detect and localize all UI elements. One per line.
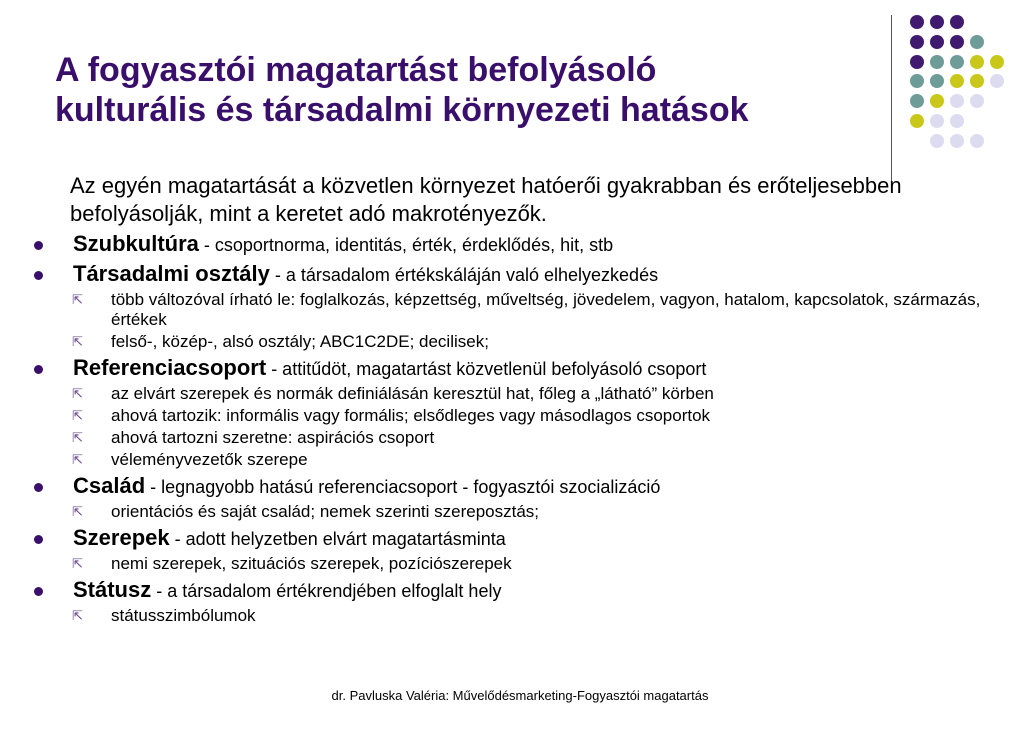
- sub-bullet-item: [0, 554, 1011, 574]
- decorative-dot: [970, 55, 984, 69]
- bullet-term: Státusz: [73, 577, 152, 602]
- bullet-dot-icon: [34, 271, 43, 280]
- sub-bullet-text: véleményvezetők szerepe: [111, 450, 308, 469]
- sub-bullet-item: [0, 428, 1011, 448]
- decorative-dot: [910, 114, 924, 128]
- bullet-dot-icon: [34, 365, 43, 374]
- sub-bullet-item: [0, 606, 1011, 626]
- decorative-dot: [930, 15, 944, 29]
- bullet-description: - csoportnorma, identitás, érték, érdeklődés, hit, stb: [198, 235, 614, 255]
- sub-bullet-item: [0, 290, 1011, 330]
- intro-paragraph: Az egyén magatartását a közvetlen környezet hatóerői gyakrabban és erőteljesebben befolyásolják, mint a keretet adó makrotényezők.: [70, 173, 902, 226]
- decorative-dot: [950, 74, 964, 88]
- footer-text: dr. Pavluska Valéria: Művelődésmarketing-Fogyasztói magatartás: [331, 688, 709, 703]
- decorative-dot: [950, 55, 964, 69]
- bullet-item: [0, 473, 1024, 500]
- bullet-term: Szubkultúra: [73, 231, 199, 256]
- decorative-dot: [970, 74, 984, 88]
- bullet-dot-icon: [34, 535, 43, 544]
- bullet-term: Társadalmi osztály: [73, 261, 270, 286]
- bullet-description: - adott helyzetben elvárt magatartásminta: [169, 529, 506, 549]
- sub-bullet-text: az elvárt szerepek és normák definiálásán keresztül hat, főleg a „látható” körben: [111, 384, 714, 403]
- decorative-dot: [930, 74, 944, 88]
- sub-bullet-item: [0, 450, 1011, 470]
- sub-bullet-text: több változóval írható le: foglalkozás, képzettség, műveltség, jövedelem, vagyon, hatalom, kapcsolatok, származás, értékek: [111, 290, 981, 329]
- arrow-up-left-icon: ⇱: [72, 292, 83, 307]
- bullet-item: [0, 261, 1024, 288]
- sub-bullet-text: státusszimbólumok: [111, 606, 256, 625]
- bullet-list: [0, 231, 1024, 626]
- sub-bullet-item: [0, 502, 1011, 522]
- arrow-up-left-icon: ⇱: [72, 334, 83, 349]
- decorative-dot: [910, 15, 924, 29]
- bullet-description: - a társadalom értékrendjében elfoglalt hely: [151, 581, 502, 601]
- sub-bullet-text: nemi szerepek, szituációs szerepek, pozíciószerepek: [111, 554, 512, 573]
- decorative-dot: [970, 94, 984, 108]
- decorative-dot: [910, 74, 924, 88]
- decorative-dot: [990, 74, 1004, 88]
- bullet-description: - a társadalom értékskáláján való elhelyezkedés: [269, 265, 659, 285]
- decorative-dot: [930, 35, 944, 49]
- bullet-description: - attitűdöt, magatartást közvetlenül befolyásoló csoport: [266, 359, 707, 379]
- sub-bullet-text: felső-, közép-, alsó osztály; ABC1C2DE; decilisek;: [111, 332, 489, 351]
- bullet-description: - legnagyobb hatású referenciacsoport - fogyasztói szocializáció: [145, 477, 661, 497]
- sub-bullet-text: orientációs és saját család; nemek szerinti szereposztás;: [111, 502, 540, 521]
- bullet-item: [0, 525, 1024, 552]
- decorative-dot: [910, 55, 924, 69]
- decorative-dot: [950, 15, 964, 29]
- decorative-dot: [950, 94, 964, 108]
- bullet-term: Szerepek: [73, 525, 170, 550]
- decorative-dot: [950, 134, 964, 148]
- bullet-dot-icon: [34, 241, 43, 250]
- bullet-item: [0, 231, 1024, 258]
- decorative-dot: [950, 35, 964, 49]
- decorative-dot: [970, 134, 984, 148]
- bullet-item: [0, 577, 1024, 604]
- slide-body: [0, 172, 1024, 628]
- decorative-dot: [910, 94, 924, 108]
- bullet-term: Referenciacsoport: [73, 355, 267, 380]
- arrow-up-left-icon: ⇱: [72, 430, 83, 445]
- sub-bullet-item: [0, 406, 1011, 426]
- slide-footer: [0, 688, 1024, 703]
- bullet-dot-icon: [34, 483, 43, 492]
- arrow-up-left-icon: ⇱: [72, 386, 83, 401]
- title-line-2: kulturális és társadalmi környezeti hatások: [55, 91, 749, 129]
- bullet-dot-icon: [34, 587, 43, 596]
- decorative-dot: [970, 35, 984, 49]
- decorative-dot-grid: [0, 0, 1024, 170]
- arrow-up-left-icon: ⇱: [72, 556, 83, 571]
- arrow-up-left-icon: ⇱: [72, 504, 83, 519]
- sub-bullet-text: ahová tartozik: informális vagy formális; elsődleges vagy másodlagos csoportok: [111, 406, 711, 425]
- decorative-dot: [930, 134, 944, 148]
- sub-bullet-text: ahová tartozni szeretne: aspirációs csoport: [111, 428, 435, 447]
- decorative-dot: [910, 35, 924, 49]
- decorative-dot: [950, 114, 964, 128]
- arrow-up-left-icon: ⇱: [72, 452, 83, 467]
- decorative-dot: [930, 55, 944, 69]
- arrow-up-left-icon: ⇱: [72, 608, 83, 623]
- decorative-dot: [990, 55, 1004, 69]
- bullet-item: [0, 355, 1024, 382]
- arrow-up-left-icon: ⇱: [72, 408, 83, 423]
- sub-bullet-item: [0, 384, 1011, 404]
- sub-bullet-item: [0, 332, 1011, 352]
- decorative-dot: [930, 114, 944, 128]
- title-line-1: A fogyasztói magatartást befolyásoló: [55, 51, 657, 89]
- bullet-term: Család: [73, 473, 146, 498]
- decorative-dot: [930, 94, 944, 108]
